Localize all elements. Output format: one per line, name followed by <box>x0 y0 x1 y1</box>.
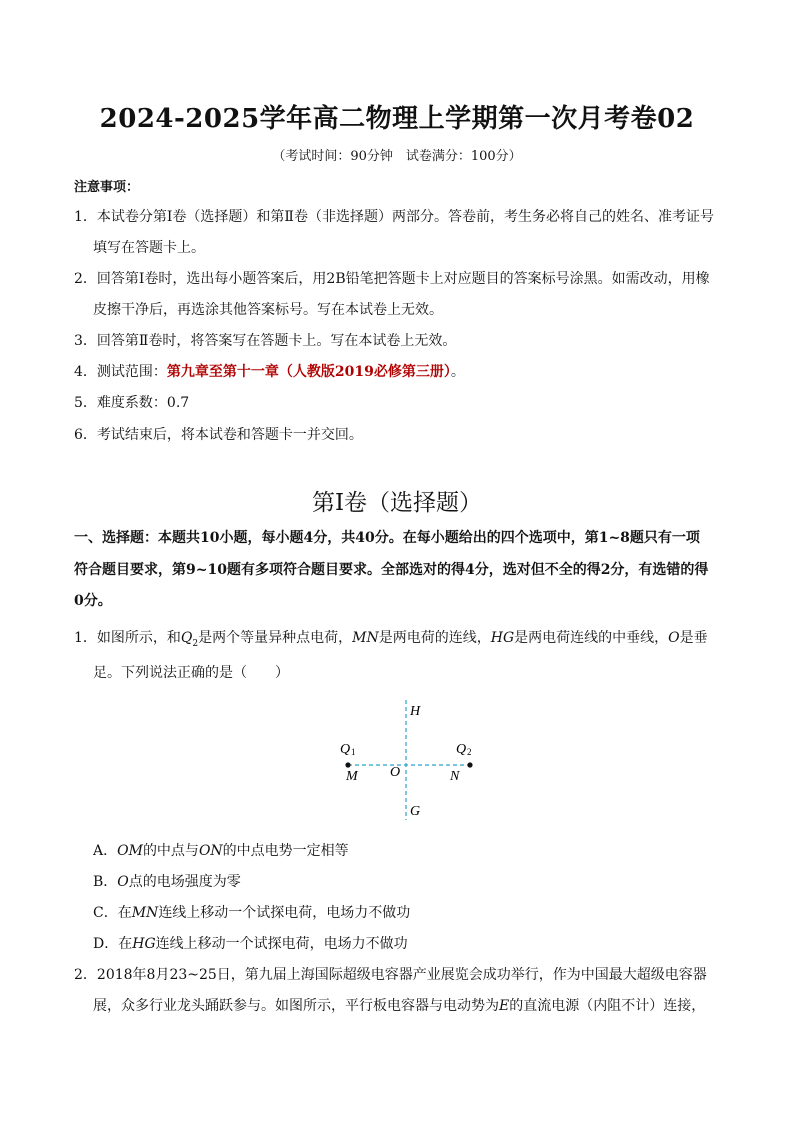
question-1-stem-cont: 足。下列说法正确的是（ ） <box>93 665 289 681</box>
label-h: H <box>410 704 421 719</box>
charge-q2-point <box>467 762 472 767</box>
section-title: 第Ⅰ卷（选择题） <box>311 490 483 516</box>
question-2-stem-cont <box>93 995 705 1015</box>
q1-o-symbol: O <box>668 630 680 646</box>
q1-text-1: 1．如图所示，和 <box>74 630 181 646</box>
label-q2-sub: 2 <box>467 747 472 757</box>
charge-diagram <box>330 695 490 825</box>
label-q1: Q <box>340 742 351 757</box>
q1-option-a[interactable] <box>93 840 349 860</box>
label-g: G <box>410 804 421 819</box>
option-a-text-1: 的中点与 <box>142 843 199 859</box>
q2-e-symbol: E <box>499 998 510 1014</box>
q1-text-3: 是两电荷的连线， <box>378 630 491 646</box>
notice-item-1-cont: 填写在答题卡上。 <box>93 240 205 256</box>
option-b-text: 点的电场强度为零 <box>128 874 241 890</box>
q1-text-2: 是两个等量异种点电荷， <box>198 630 353 646</box>
q1-charge-subscript: 2 <box>192 638 199 649</box>
notice-item-6: 6．考试结束后，将本试卷和答题卡一并交回。 <box>74 427 363 443</box>
q1-mn-symbol: MN <box>352 630 379 646</box>
notice-item-2-cont: 皮擦干净后，再选涂其他答案标号。写在本试卷上无效。 <box>93 302 443 318</box>
q1-option-d[interactable] <box>93 933 408 953</box>
q1-option-c[interactable] <box>93 902 410 922</box>
q2-text-2: 的直流电源（内阻不计）连接， <box>509 998 706 1014</box>
option-c-mn: MN <box>131 905 159 921</box>
exam-title: 2024-2025学年高二物理上学期第一次月考卷02 <box>99 104 695 134</box>
exam-subtitle: （考试时间：90分钟 试卷满分：100分） <box>272 149 522 164</box>
q1-option-b[interactable] <box>93 871 241 891</box>
question-2-stem: 2．2018年8月23~25日，第九届上海国际超级电容器产业展览会成功举行，作为中国最大超级电容器 <box>74 967 707 983</box>
option-a-letter: A． <box>93 843 118 859</box>
notice-item-4-suffix: 。 <box>450 364 465 380</box>
label-o: O <box>390 765 401 780</box>
q1-text-4: 是两电荷连线的中垂线， <box>514 630 669 646</box>
notice-item-2: 2．回答第Ⅰ卷时，选出每小题答案后，用2B铅笔把答题卡上对应题目的答案标号涂黑。如需改动，用橡 <box>74 271 710 287</box>
charge-q1-point <box>345 762 350 767</box>
label-m: M <box>346 769 358 784</box>
notice-item-5: 5．难度系数：0.7 <box>74 395 190 411</box>
notice-item-4-prefix: 4．测试范围： <box>74 364 167 380</box>
label-q1-sub: 1 <box>351 747 356 757</box>
section-instructions-2: 符合题目要求，第9~10题有多项符合题目要求。全部选对的得4分，选对但不全的得2分，有选错的得 <box>74 562 709 578</box>
label-n: N <box>450 769 460 784</box>
option-a-om: OM <box>117 843 143 859</box>
section-instructions-1: 一、选择题：本题共10小题，每小题4分，共40分。在每小题给出的四个选项中，第1~8题只有一项 <box>74 530 700 546</box>
option-a-text-2: 的中点电势一定相等 <box>222 843 349 859</box>
q1-hg-symbol: HG <box>490 630 515 646</box>
notice-item-4 <box>74 361 465 381</box>
test-scope-highlight: 第九章至第十一章（人教版2019必修第三册） <box>166 364 451 380</box>
option-d-letter: D．在 <box>93 936 133 952</box>
notice-heading: 注意事项： <box>74 180 140 195</box>
label-q2: Q <box>456 742 467 757</box>
option-a-on: ON <box>198 843 223 859</box>
q2-text-1: 展，众多行业龙头踊跃参与。如图所示，平行板电容器与电动势为 <box>93 998 499 1014</box>
option-b-letter: B． <box>93 874 118 890</box>
question-1-stem <box>74 627 708 649</box>
option-d-text: 连线上移动一个试探电荷，电场力不做功 <box>155 936 408 952</box>
section-instructions-3: 0分。 <box>74 593 112 609</box>
option-d-hg: HG <box>132 936 156 952</box>
option-c-text: 连线上移动一个试探电荷，电场力不做功 <box>158 905 411 921</box>
option-b-o: O <box>117 874 129 890</box>
notice-item-1: 1．本试卷分第Ⅰ卷（选择题）和第Ⅱ卷（非选择题）两部分。答卷前，考生务必将自己的姓名、准考证号 <box>74 209 714 225</box>
q1-charge-symbol: Q <box>180 630 193 646</box>
notice-item-3: 3．回答第Ⅱ卷时，将答案写在答题卡上。写在本试卷上无效。 <box>74 333 457 349</box>
option-c-letter: C．在 <box>93 905 132 921</box>
q1-text-5: 是垂 <box>679 630 708 646</box>
